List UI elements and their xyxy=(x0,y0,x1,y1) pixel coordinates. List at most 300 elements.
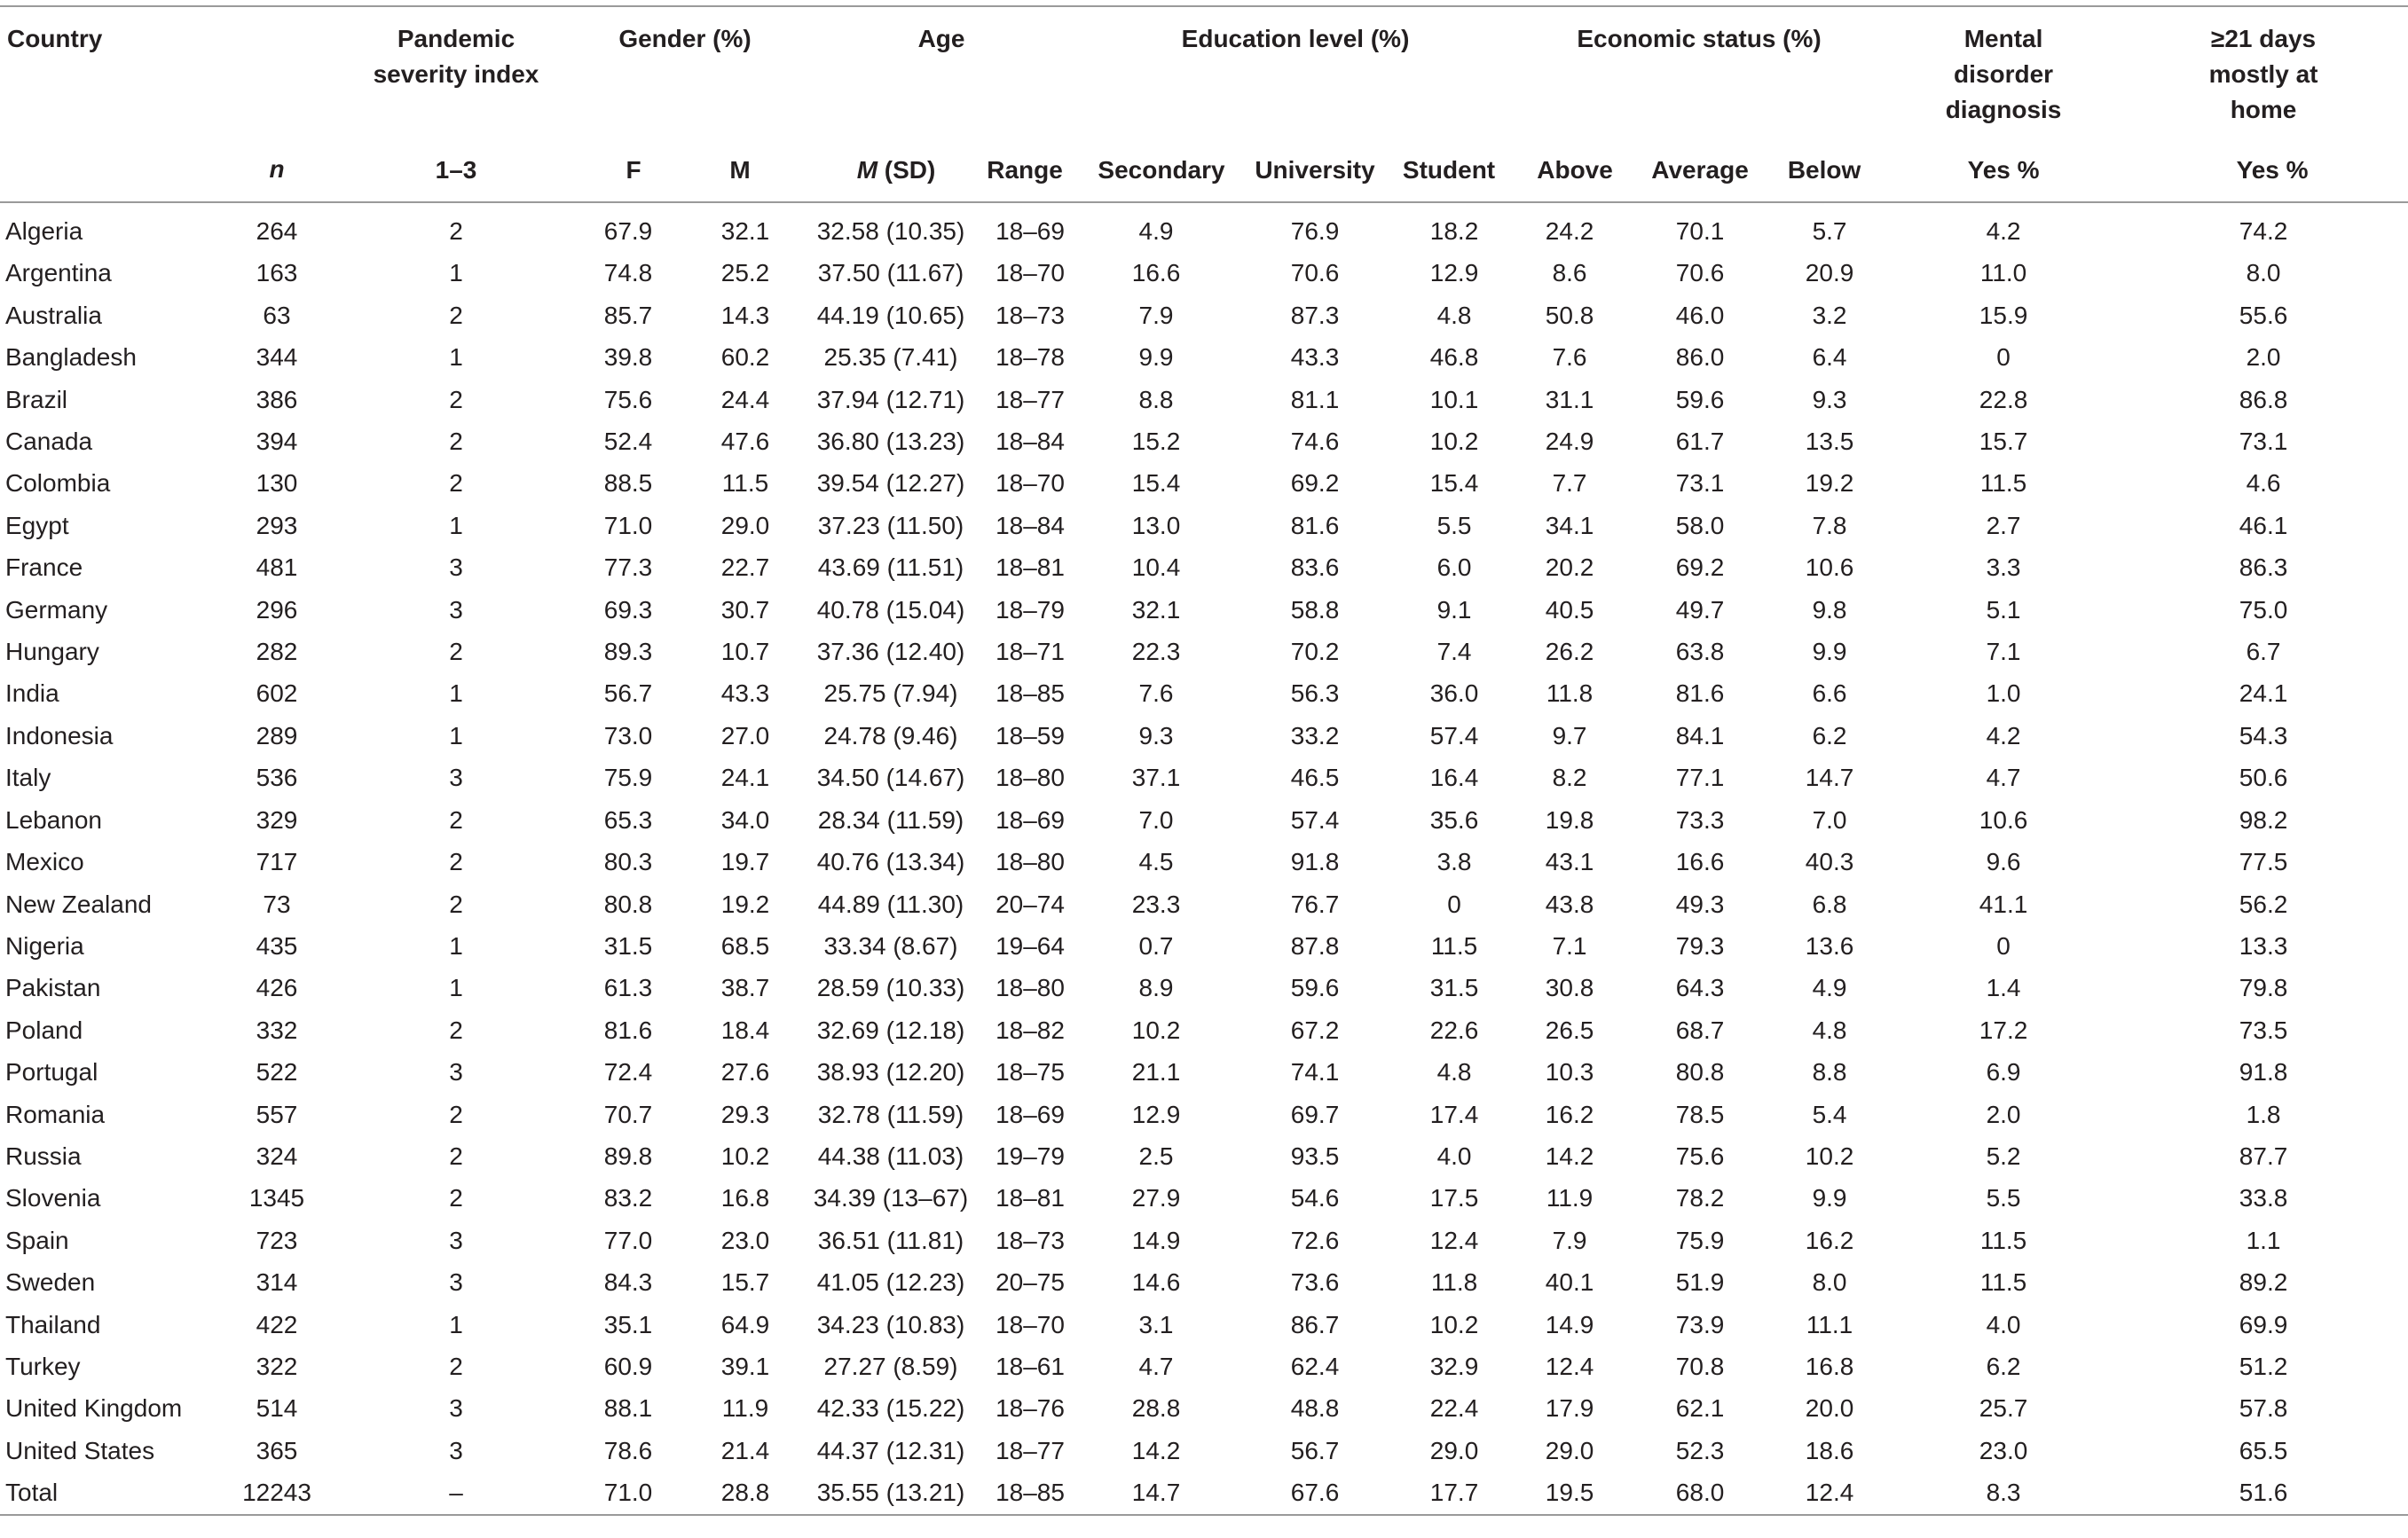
cell-sec: 7.0 xyxy=(1138,805,1174,834)
header-home-yes: Yes % xyxy=(2119,137,2408,202)
cell-m: 43.3 xyxy=(720,679,770,708)
cell-mental: 4.2 xyxy=(1986,721,2021,749)
cell-uni: 93.5 xyxy=(1290,1142,1340,1170)
cell-home: 73.5 xyxy=(2239,1016,2288,1044)
cell-mental: 11.5 xyxy=(1979,469,2027,498)
cell-m: 10.2 xyxy=(720,1142,770,1170)
cell-mental: 25.7 xyxy=(1979,1394,2028,1423)
cell-country: Mexico xyxy=(5,848,84,876)
cell-stu: 4.0 xyxy=(1436,1142,1472,1170)
cell-range: 18–71 xyxy=(995,638,1065,666)
cell-below: 9.8 xyxy=(1812,595,1847,624)
cell-below: 6.4 xyxy=(1812,343,1847,372)
cell-above: 43.1 xyxy=(1545,848,1594,876)
cell-above: 20.2 xyxy=(1545,553,1594,582)
cell-below: 5.4 xyxy=(1812,1100,1847,1128)
cell-m: 32.1 xyxy=(720,217,770,245)
cell-stu: 0 xyxy=(1447,890,1461,918)
table-row xyxy=(0,294,2408,336)
cell-mental: 22.8 xyxy=(1979,385,2028,413)
table-row xyxy=(0,1471,2408,1514)
header-econ-average: Average xyxy=(1629,137,1771,202)
cell-below: 4.9 xyxy=(1812,974,1847,1002)
cell-age: 34.50 (14.67) xyxy=(816,764,965,792)
cell-psi: 3 xyxy=(449,553,463,582)
cell-m: 10.7 xyxy=(720,638,770,666)
table-row xyxy=(0,925,2408,967)
cell-below: 20.0 xyxy=(1805,1394,1854,1423)
cell-m: 68.5 xyxy=(720,931,770,960)
cell-avg: 86.0 xyxy=(1675,343,1725,372)
cell-avg: 80.8 xyxy=(1675,1058,1725,1087)
cell-avg: 63.8 xyxy=(1675,638,1725,666)
cell-m: 19.2 xyxy=(720,890,770,918)
cell-stu: 3.8 xyxy=(1436,848,1472,876)
header-severity-range: 1–3 xyxy=(344,137,568,202)
cell-uni: 33.2 xyxy=(1290,721,1340,749)
cell-above: 12.4 xyxy=(1545,1352,1594,1380)
cell-stu: 15.4 xyxy=(1429,469,1479,498)
cell-f: 61.3 xyxy=(603,974,653,1002)
header-education: Education level (%) xyxy=(1181,25,1410,52)
cell-f: 67.9 xyxy=(603,217,653,245)
cell-sec: 16.6 xyxy=(1131,259,1181,287)
cell-home: 89.2 xyxy=(2239,1268,2288,1297)
cell-home: 86.8 xyxy=(2239,385,2288,413)
cell-mental: 15.7 xyxy=(1979,428,2028,456)
cell-avg: 78.2 xyxy=(1675,1184,1725,1212)
cell-uni: 87.8 xyxy=(1290,931,1340,960)
cell-m: 18.4 xyxy=(720,1016,770,1044)
cell-below: 18.6 xyxy=(1805,1436,1854,1464)
cell-range: 19–64 xyxy=(995,931,1065,960)
cell-age: 40.78 (15.04) xyxy=(816,595,965,624)
cell-country: Pakistan xyxy=(5,974,101,1002)
cell-psi: 1 xyxy=(449,721,463,749)
cell-m: 19.7 xyxy=(720,848,770,876)
cell-n: 514 xyxy=(256,1394,298,1423)
cell-uni: 81.1 xyxy=(1290,385,1340,413)
cell-above: 8.6 xyxy=(1552,259,1587,287)
cell-sec: 9.9 xyxy=(1138,343,1174,372)
cell-m: 38.7 xyxy=(720,974,770,1002)
cell-avg: 49.7 xyxy=(1675,595,1725,624)
cell-avg: 46.0 xyxy=(1675,301,1725,329)
cell-stu: 10.1 xyxy=(1429,385,1479,413)
cell-f: 77.0 xyxy=(603,1226,653,1254)
cell-psi: 1 xyxy=(449,511,463,539)
cell-sec: 4.7 xyxy=(1138,1352,1174,1380)
cell-home: 74.2 xyxy=(2239,217,2288,245)
cell-stu: 5.5 xyxy=(1436,511,1472,539)
cell-n: 422 xyxy=(256,1310,298,1338)
cell-age: 44.19 (10.65) xyxy=(816,301,965,329)
cell-country: Portugal xyxy=(5,1058,98,1087)
cell-uni: 48.8 xyxy=(1290,1394,1340,1423)
cell-mental: 6.9 xyxy=(1986,1058,2021,1087)
cell-psi: 2 xyxy=(449,1352,463,1380)
cell-avg: 79.3 xyxy=(1675,931,1725,960)
cell-f: 80.8 xyxy=(603,890,653,918)
cell-range: 18–77 xyxy=(995,385,1065,413)
cell-age: 40.76 (13.34) xyxy=(816,848,965,876)
cell-m: 22.7 xyxy=(720,553,770,582)
cell-uni: 74.1 xyxy=(1290,1058,1340,1087)
cell-m: 14.3 xyxy=(720,301,770,329)
cell-mental: 2.0 xyxy=(1986,1100,2021,1128)
cell-range: 18–59 xyxy=(995,721,1065,749)
header-age: Age xyxy=(917,25,965,52)
cell-avg: 49.3 xyxy=(1675,890,1725,918)
cell-n: 293 xyxy=(256,511,298,539)
cell-avg: 84.1 xyxy=(1675,721,1725,749)
cell-above: 8.2 xyxy=(1552,764,1587,792)
cell-m: 29.0 xyxy=(720,511,770,539)
cell-stu: 29.0 xyxy=(1429,1436,1479,1464)
cell-below: 6.6 xyxy=(1812,679,1847,708)
cell-sec: 14.6 xyxy=(1131,1268,1181,1297)
cell-stu: 22.4 xyxy=(1429,1394,1479,1423)
cell-range: 18–70 xyxy=(995,469,1065,498)
cell-below: 9.9 xyxy=(1812,638,1847,666)
cell-f: 74.8 xyxy=(603,259,653,287)
cell-range: 18–69 xyxy=(995,217,1065,245)
cell-mental: 5.5 xyxy=(1986,1184,2021,1212)
cell-n: 536 xyxy=(256,764,298,792)
cell-country: Indonesia xyxy=(5,721,114,749)
cell-n: 322 xyxy=(256,1352,298,1380)
cell-stu: 46.8 xyxy=(1429,343,1479,372)
cell-below: 10.2 xyxy=(1805,1142,1854,1170)
cell-m: 29.3 xyxy=(720,1100,770,1128)
cell-avg: 77.1 xyxy=(1675,764,1725,792)
cell-f: 84.3 xyxy=(603,1268,653,1297)
cell-m: 39.1 xyxy=(720,1352,770,1380)
cell-range: 18–73 xyxy=(995,1226,1065,1254)
cell-f: 39.8 xyxy=(603,343,653,372)
cell-country: Slovenia xyxy=(5,1184,101,1212)
cell-below: 40.3 xyxy=(1805,848,1854,876)
cell-psi: – xyxy=(449,1479,463,1507)
cell-f: 52.4 xyxy=(603,428,653,456)
cell-country: United States xyxy=(5,1436,155,1464)
cell-uni: 69.7 xyxy=(1290,1100,1340,1128)
cell-mental: 11.0 xyxy=(1979,259,2027,287)
cell-stu: 17.5 xyxy=(1429,1184,1479,1212)
cell-avg: 81.6 xyxy=(1675,679,1725,708)
cell-mental: 4.7 xyxy=(1986,764,2021,792)
cell-country: India xyxy=(5,679,59,708)
cell-home: 1.1 xyxy=(2246,1226,2281,1254)
cell-uni: 70.6 xyxy=(1290,259,1340,287)
cell-age: 37.36 (12.40) xyxy=(816,638,965,666)
cell-n: 386 xyxy=(256,385,298,413)
table-row xyxy=(0,336,2408,378)
table-row xyxy=(0,631,2408,672)
cell-country: Algeria xyxy=(5,217,83,245)
cell-m: 64.9 xyxy=(720,1310,770,1338)
table-row xyxy=(0,799,2408,841)
cell-f: 81.6 xyxy=(603,1016,653,1044)
table-row xyxy=(0,462,2408,504)
cell-country: Thailand xyxy=(5,1310,101,1338)
cell-uni: 62.4 xyxy=(1290,1352,1340,1380)
cell-psi: 1 xyxy=(449,931,463,960)
cell-country: Spain xyxy=(5,1226,69,1254)
cell-sec: 14.2 xyxy=(1131,1436,1181,1464)
cell-home: 75.0 xyxy=(2239,595,2288,624)
cell-stu: 9.1 xyxy=(1436,595,1472,624)
cell-stu: 17.4 xyxy=(1429,1100,1479,1128)
cell-m: 24.4 xyxy=(720,385,770,413)
cell-stu: 22.6 xyxy=(1429,1016,1479,1044)
cell-stu: 16.4 xyxy=(1429,764,1479,792)
cell-age: 37.50 (11.67) xyxy=(817,259,964,287)
cell-f: 89.8 xyxy=(603,1142,653,1170)
cell-f: 75.6 xyxy=(603,385,653,413)
cell-psi: 2 xyxy=(449,385,463,413)
cell-n: 365 xyxy=(256,1436,298,1464)
cell-range: 18–70 xyxy=(995,259,1065,287)
cell-n: 426 xyxy=(256,974,298,1002)
cell-avg: 62.1 xyxy=(1675,1394,1725,1423)
cell-home: 77.5 xyxy=(2239,848,2288,876)
cell-avg: 16.6 xyxy=(1675,848,1725,876)
cell-sec: 8.8 xyxy=(1138,385,1174,413)
cell-range: 18–81 xyxy=(995,1184,1065,1212)
cell-mental: 6.2 xyxy=(1986,1352,2021,1380)
cell-uni: 91.8 xyxy=(1290,848,1340,876)
cell-stu: 10.2 xyxy=(1429,1310,1479,1338)
cell-n: 522 xyxy=(256,1058,298,1087)
cell-avg: 69.2 xyxy=(1675,553,1725,582)
cell-m: 28.8 xyxy=(720,1479,770,1507)
cell-mental: 0 xyxy=(1996,343,2011,372)
cell-m: 34.0 xyxy=(720,805,770,834)
cell-sec: 37.1 xyxy=(1131,764,1181,792)
table-row xyxy=(0,252,2408,294)
cell-age: 34.39 (13–67) xyxy=(813,1184,969,1212)
cell-m: 60.2 xyxy=(720,343,770,372)
cell-mental: 1.4 xyxy=(1986,974,2021,1002)
cell-f: 83.2 xyxy=(603,1184,653,1212)
header-gender-f: F xyxy=(568,137,689,202)
cell-psi: 3 xyxy=(449,1226,463,1254)
cell-home: 98.2 xyxy=(2239,805,2288,834)
cell-f: 31.5 xyxy=(603,931,653,960)
cell-below: 8.8 xyxy=(1812,1058,1847,1087)
cell-n: 435 xyxy=(256,931,298,960)
cell-range: 18–81 xyxy=(995,553,1065,582)
cell-age: 44.38 (11.03) xyxy=(817,1142,964,1170)
cell-psi: 3 xyxy=(449,1394,463,1423)
cell-avg: 75.6 xyxy=(1675,1142,1725,1170)
cell-avg: 73.1 xyxy=(1675,469,1725,498)
cell-f: 71.0 xyxy=(603,1479,653,1507)
cell-age: 41.05 (12.23) xyxy=(816,1268,965,1297)
cell-range: 18–70 xyxy=(995,1310,1065,1338)
cell-sec: 14.9 xyxy=(1131,1226,1181,1254)
cell-home: 51.2 xyxy=(2239,1352,2288,1380)
cell-uni: 67.6 xyxy=(1290,1479,1340,1507)
cell-f: 89.3 xyxy=(603,638,653,666)
cell-mental: 10.6 xyxy=(1979,805,2028,834)
cell-below: 13.5 xyxy=(1805,428,1854,456)
cell-n: 332 xyxy=(256,1016,298,1044)
cell-f: 77.3 xyxy=(603,553,653,582)
table-row xyxy=(0,379,2408,420)
cell-age: 37.94 (12.71) xyxy=(816,385,965,413)
cell-above: 9.7 xyxy=(1552,721,1587,749)
cell-f: 70.7 xyxy=(603,1100,653,1128)
cell-range: 18–85 xyxy=(995,679,1065,708)
cell-uni: 74.6 xyxy=(1290,428,1340,456)
cell-above: 11.9 xyxy=(1546,1184,1594,1212)
cell-age: 36.51 (11.81) xyxy=(817,1226,964,1254)
cell-country: Colombia xyxy=(5,469,111,498)
cell-psi: 2 xyxy=(449,1142,463,1170)
cell-below: 8.0 xyxy=(1812,1268,1847,1297)
cell-f: 60.9 xyxy=(603,1352,653,1380)
cell-sec: 9.3 xyxy=(1138,721,1174,749)
cell-sec: 4.9 xyxy=(1138,217,1174,245)
table-row xyxy=(0,715,2408,757)
cell-home: 57.8 xyxy=(2239,1394,2288,1423)
cell-n: 557 xyxy=(256,1100,298,1128)
cell-range: 18–69 xyxy=(995,1100,1065,1128)
cell-mental: 7.1 xyxy=(1986,638,2021,666)
cell-below: 16.2 xyxy=(1805,1226,1854,1254)
cell-psi: 2 xyxy=(449,1184,463,1212)
cell-n: 717 xyxy=(256,848,298,876)
cell-country: Brazil xyxy=(5,385,68,413)
header-gender: Gender (%) xyxy=(618,25,752,52)
header-edu-secondary: Secondary xyxy=(1081,137,1232,202)
cell-avg: 58.0 xyxy=(1675,511,1725,539)
cell-above: 24.2 xyxy=(1545,217,1594,245)
cell-country: Germany xyxy=(5,595,108,624)
cell-sec: 13.0 xyxy=(1131,511,1181,539)
cell-n: 394 xyxy=(256,428,298,456)
cell-age: 28.59 (10.33) xyxy=(816,974,965,1002)
cell-uni: 43.3 xyxy=(1290,343,1340,372)
cell-above: 16.2 xyxy=(1545,1100,1594,1128)
cell-below: 7.8 xyxy=(1812,511,1847,539)
cell-n: 296 xyxy=(256,595,298,624)
cell-range: 18–61 xyxy=(995,1352,1065,1380)
table-row xyxy=(0,1261,2408,1303)
cell-home: 65.5 xyxy=(2239,1436,2288,1464)
table-row xyxy=(0,672,2408,714)
table-row xyxy=(0,546,2408,588)
cell-m: 23.0 xyxy=(720,1226,770,1254)
header-edu-student: Student xyxy=(1398,137,1510,202)
cell-uni: 81.6 xyxy=(1290,511,1340,539)
cell-n: 264 xyxy=(256,217,298,245)
cell-age: 33.34 (8.67) xyxy=(823,931,958,960)
cell-range: 18–80 xyxy=(995,848,1065,876)
cell-above: 19.8 xyxy=(1545,805,1594,834)
cell-sec: 10.4 xyxy=(1131,553,1181,582)
cell-m: 16.8 xyxy=(720,1184,770,1212)
cell-stu: 57.4 xyxy=(1429,721,1479,749)
cell-stu: 11.8 xyxy=(1430,1268,1478,1297)
cell-m: 25.2 xyxy=(720,259,770,287)
cell-n: 130 xyxy=(256,469,298,498)
cell-uni: 56.7 xyxy=(1290,1436,1340,1464)
cell-psi: 1 xyxy=(449,974,463,1002)
cell-above: 26.5 xyxy=(1545,1016,1594,1044)
cell-uni: 57.4 xyxy=(1290,805,1340,834)
cell-psi: 2 xyxy=(449,301,463,329)
cell-home: 50.6 xyxy=(2239,764,2288,792)
header-n: n xyxy=(209,137,344,202)
cell-uni: 67.2 xyxy=(1290,1016,1340,1044)
cell-country: Poland xyxy=(5,1016,83,1044)
cell-home: 73.1 xyxy=(2239,428,2288,456)
table-row xyxy=(0,1051,2408,1093)
cell-age: 32.78 (11.59) xyxy=(817,1100,964,1128)
header-edu-university: University xyxy=(1232,137,1398,202)
cell-avg: 68.0 xyxy=(1675,1479,1725,1507)
cell-psi: 3 xyxy=(449,764,463,792)
cell-n: 329 xyxy=(256,805,298,834)
cell-mental: 5.1 xyxy=(1986,595,2021,624)
cell-avg: 73.9 xyxy=(1675,1310,1725,1338)
cell-range: 18–84 xyxy=(995,428,1065,456)
cell-sec: 23.3 xyxy=(1131,890,1181,918)
cell-mental: 9.6 xyxy=(1986,848,2021,876)
cell-sec: 12.9 xyxy=(1131,1100,1181,1128)
cell-n: 344 xyxy=(256,343,298,372)
cell-above: 19.5 xyxy=(1545,1479,1594,1507)
cell-uni: 83.6 xyxy=(1290,553,1340,582)
cell-avg: 52.3 xyxy=(1675,1436,1725,1464)
cell-stu: 11.5 xyxy=(1430,931,1478,960)
cell-m: 24.1 xyxy=(720,764,770,792)
cell-above: 7.1 xyxy=(1552,931,1587,960)
cell-above: 26.2 xyxy=(1545,638,1594,666)
cell-range: 18–80 xyxy=(995,764,1065,792)
header-severity: Pandemic severity index xyxy=(373,25,539,88)
cell-avg: 61.7 xyxy=(1675,428,1725,456)
cell-n: 73 xyxy=(263,890,291,918)
cell-range: 18–79 xyxy=(995,595,1065,624)
cell-range: 18–78 xyxy=(995,343,1065,372)
cell-psi: 1 xyxy=(449,343,463,372)
cell-mental: 1.0 xyxy=(1986,679,2021,708)
cell-mental: 17.2 xyxy=(1979,1016,2028,1044)
table-row xyxy=(0,202,2408,252)
cell-uni: 76.9 xyxy=(1290,217,1340,245)
cell-uni: 87.3 xyxy=(1290,301,1340,329)
cell-age: 44.37 (12.31) xyxy=(816,1436,965,1464)
cell-mental: 4.0 xyxy=(1986,1310,2021,1338)
cell-f: 71.0 xyxy=(603,511,653,539)
header-age-range: Range xyxy=(980,137,1081,202)
cell-age: 32.58 (10.35) xyxy=(816,217,965,245)
cell-mental: 11.5 xyxy=(1979,1268,2027,1297)
header-age-mean: M (SD) xyxy=(802,137,980,202)
cell-f: 73.0 xyxy=(603,721,653,749)
header-country: Country xyxy=(7,25,103,52)
cell-uni: 72.6 xyxy=(1290,1226,1340,1254)
cell-sec: 14.7 xyxy=(1131,1479,1181,1507)
cell-home: 46.1 xyxy=(2239,511,2288,539)
cell-avg: 70.1 xyxy=(1675,217,1725,245)
cell-uni: 76.7 xyxy=(1290,890,1340,918)
cell-psi: 2 xyxy=(449,428,463,456)
